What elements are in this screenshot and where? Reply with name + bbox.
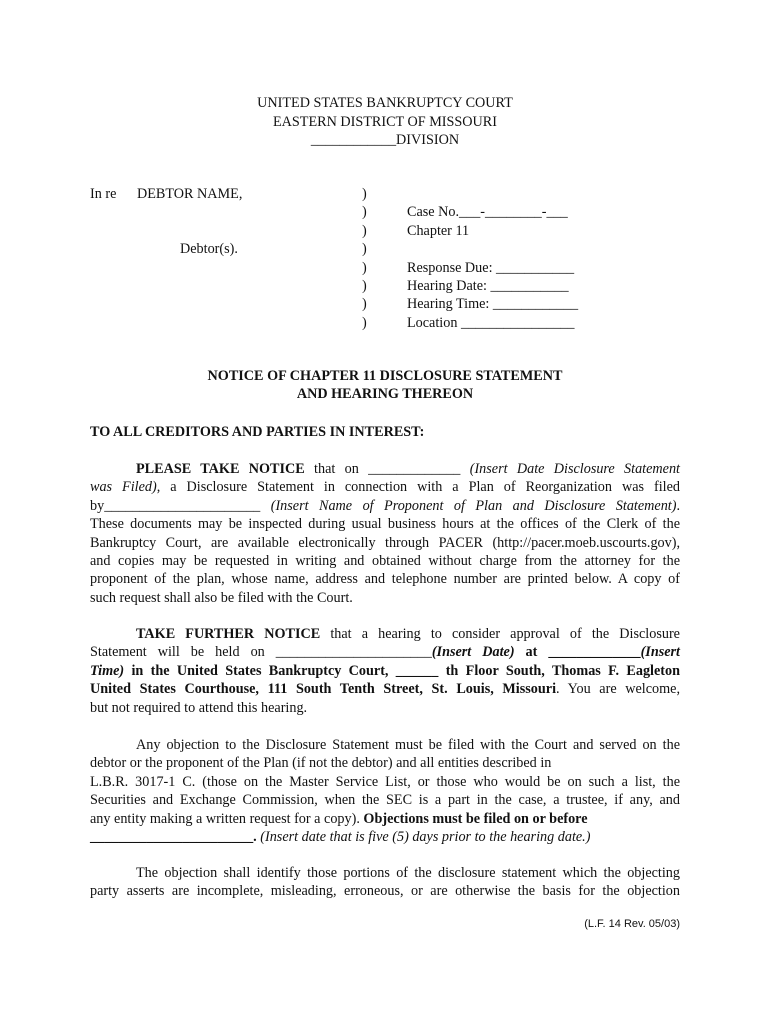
text-line: Securities and Exchange Commission, when the SEC is a part in the case, a trustee, if any, and [90, 792, 680, 809]
spacer [407, 240, 578, 258]
court-name: UNITED STATES BANKRUPTCY COURT [257, 95, 513, 111]
paragraph-hearing [90, 625, 680, 717]
debtor-name: DEBTOR NAME, [137, 186, 243, 202]
in-re-label: In re [90, 186, 117, 202]
text-line: debtor or the proponent of the Plan (if not the debtor) and all entities described in [90, 755, 552, 772]
district-name: EASTERN DISTRICT OF MISSOURI [272, 113, 497, 130]
italic-text: (Insert Date Disclosure Statement [469, 461, 680, 477]
form-revision-label: (L.F. 14 Rev. 05/03) [584, 918, 680, 930]
paragraph-objection [90, 736, 680, 846]
text: . [676, 497, 681, 514]
notice-title [0, 367, 770, 404]
case-caption [90, 185, 690, 335]
division-line: ____________DIVISION [310, 132, 460, 148]
paragraph-objection-content [90, 864, 680, 901]
text-line: Any objection to the Disclosure Statement must be filed with the Court and served on the [136, 737, 680, 753]
paren: ) [362, 186, 367, 202]
case-number: Case No.___-________-___ [407, 204, 568, 221]
paren: ) [362, 296, 367, 313]
bold-text: at _____________ [514, 644, 641, 661]
caption-parentheses [362, 185, 367, 332]
text: Statement will be held on ______________________ [90, 644, 432, 661]
bold-text: Objections must be filed on or before [363, 810, 588, 827]
text-line: party asserts are incomplete, misleading, erroneous, or are otherwise the basis for the objection [90, 883, 680, 900]
bold-text: TAKE FURTHER NOTICE [136, 626, 321, 642]
italic-text: was Filed) [90, 479, 157, 496]
title-line-1: NOTICE OF CHAPTER 11 DISCLOSURE STATEMENT [207, 368, 563, 384]
bold-text: in the United States Bankruptcy Court, ______ th Floor South, Thomas F. Eagleton [124, 662, 680, 679]
text: that a hearing to consider approval of the Disclosure [320, 626, 680, 642]
paren: ) [362, 204, 367, 221]
paragraph-notice [90, 460, 680, 607]
hearing-time: Hearing Time: ____________ [407, 296, 579, 313]
text: by______________________ [90, 497, 271, 514]
title-line-2: AND HEARING THEREON [296, 386, 474, 403]
bold-italic-text: (Insert [640, 644, 680, 661]
bold-text: United States Courthouse, 111 South Tenth Street, St. Louis, Missouri [90, 681, 557, 698]
response-due: Response Due: ___________ [407, 259, 575, 276]
paren: ) [362, 259, 367, 276]
paren: ) [362, 241, 367, 258]
italic-text: (Insert date that is five (5) days prior to the hearing date.) [256, 828, 591, 845]
text-line: L.B.R. 3017-1 C. (those on the Master Service List, or those who would be on such a list, the [90, 773, 680, 790]
text-line: The objection shall identify those portions of the disclosure statement which the objecting [136, 865, 680, 881]
text: any entity making a written request for a copy). [90, 810, 364, 827]
salutation: TO ALL CREDITORS AND PARTIES IN INTEREST: [90, 424, 425, 440]
location: Location ________________ [407, 314, 575, 331]
text-line: such request shall also be filed with the Court. [90, 589, 353, 606]
bold-text: PLEASE TAKE NOTICE [136, 461, 305, 477]
hearing-date: Hearing Date: ___________ [407, 277, 569, 294]
chapter: Chapter 11 [407, 222, 470, 239]
text-line: but not required to attend this hearing. [90, 699, 308, 716]
paren: ) [362, 277, 367, 294]
debtors-label: Debtor(s). [180, 241, 238, 257]
text-line: and copies may be requested in writing and obtained without charge from the attorney for the [90, 552, 680, 569]
bold-italic-text: (Insert Date) [431, 644, 515, 661]
text-line: These documents may be inspected during usual business hours at the offices of the Clerk of the [90, 516, 680, 533]
text: that on _____________ [304, 461, 470, 477]
case-details [407, 203, 578, 332]
text-line: Bankruptcy Court, are available electronically through PACER (http://pacer.moeb.uscourts.gov), [90, 534, 680, 551]
bold-italic-text: Time) [90, 662, 125, 679]
paren: ) [362, 314, 367, 331]
italic-text: (Insert Name of Proponent of Plan and Disclosure Statement) [270, 497, 677, 514]
bold-text: _______________________. [90, 828, 257, 845]
text: , a Disclosure Statement in connection with a Plan of Reorganization was filed [156, 479, 680, 496]
court-header [0, 94, 770, 150]
text-line: proponent of the plan, whose name, address and telephone number are printed below. A copy of [90, 571, 680, 588]
text: . You are welcome, [556, 681, 680, 698]
paren: ) [362, 222, 367, 239]
